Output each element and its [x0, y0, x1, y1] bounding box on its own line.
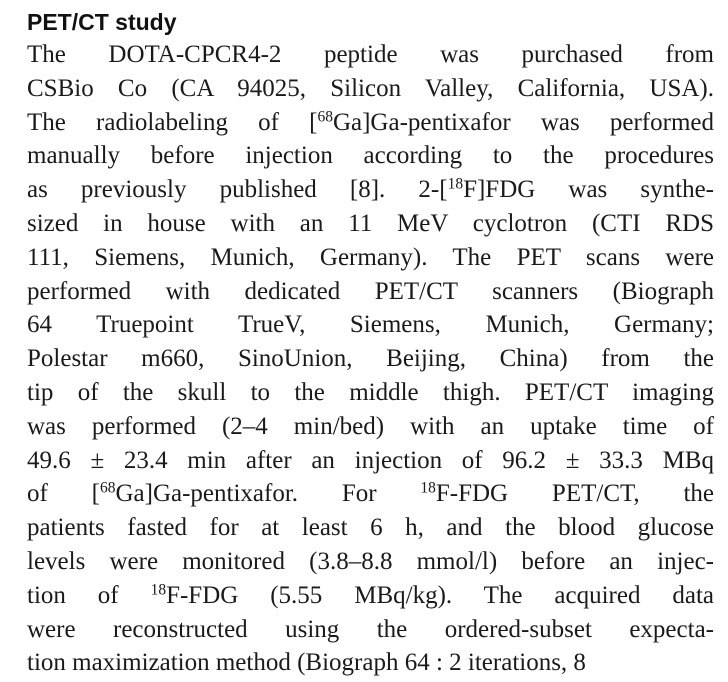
text-run: F-FDG (5.55 MBq/kg). The acquired data — [166, 581, 715, 609]
text-run: as previously published [8]. 2-[ — [27, 176, 448, 204]
text-line — [27, 613, 714, 647]
text-line — [27, 444, 714, 478]
text-line — [27, 308, 714, 342]
text-line — [27, 545, 714, 579]
superscript: 18 — [150, 581, 167, 599]
text-run: Polestar m660, SinoUnion, Beijing, China) from the — [27, 345, 714, 373]
text-run: was performed (2–4 min/bed) with an uptake time of — [27, 412, 714, 440]
text-run: levels were monitored (3.8–8.8 mmol/l) before an injec- — [27, 547, 714, 575]
superscript: 68 — [317, 108, 333, 126]
text-run: tion of — [27, 581, 151, 609]
text-line — [27, 106, 714, 140]
text-line — [27, 579, 714, 613]
text-run: tion maximization method (Biograph 64 : 2 iterations, 8 — [27, 649, 586, 677]
text-line — [27, 207, 714, 241]
text-run: The DOTA-CPCR4-2 peptide was purchased from — [27, 41, 714, 68]
text-line — [27, 241, 714, 275]
text-run: patients fasted for at least 6 h, and the blood glucose — [27, 514, 714, 542]
text-line — [27, 376, 714, 410]
text-run: Ga]Ga-pentixafor. For — [115, 480, 421, 508]
section-body — [27, 38, 714, 680]
text-line — [27, 173, 714, 207]
text-run: 49.6 ± 23.4 min after an injection of 96.2 ± 33.3 MBq — [27, 446, 714, 474]
text-run: CSBio Co (CA 94025, Silicon Valley, California, USA). — [27, 74, 714, 102]
superscript: 68 — [99, 479, 116, 497]
text-run: F]FDG was synthe- — [463, 176, 714, 204]
text-run: performed with dedicated PET/CT scanners (Biograph — [27, 277, 714, 305]
text-line — [27, 72, 714, 106]
text-run: tip of the skull to the middle thigh. PET/CT imaging — [27, 378, 714, 406]
text-run: Ga]Ga-pentixafor was performed — [332, 108, 714, 136]
superscript: 18 — [420, 479, 436, 497]
text-run: manually before injection according to the procedures — [27, 142, 714, 170]
text-line — [27, 646, 714, 680]
text-run: were reconstructed using the ordered-subset expecta- — [27, 615, 714, 643]
superscript: 18 — [447, 175, 464, 193]
text-run: F-FDG PET/CT, the — [435, 480, 715, 508]
text-line — [27, 342, 714, 376]
text-run: 111, Siemens, Munich, Germany). The PET scans were — [27, 243, 714, 271]
section-heading: PET/CT study — [27, 9, 177, 35]
text-run: sized in house with an 11 MeV cyclotron (CTI RDS — [27, 209, 714, 237]
text-run: The radiolabeling of [ — [27, 108, 318, 136]
text-line — [27, 511, 714, 545]
text-line — [27, 410, 714, 444]
text-run: of [ — [27, 480, 100, 508]
text-run: 64 Truepoint TrueV, Siemens, Munich, Germany; — [27, 311, 714, 339]
text-line — [27, 38, 714, 72]
text-line — [27, 477, 714, 511]
text-line — [27, 139, 714, 173]
text-line — [27, 275, 714, 309]
